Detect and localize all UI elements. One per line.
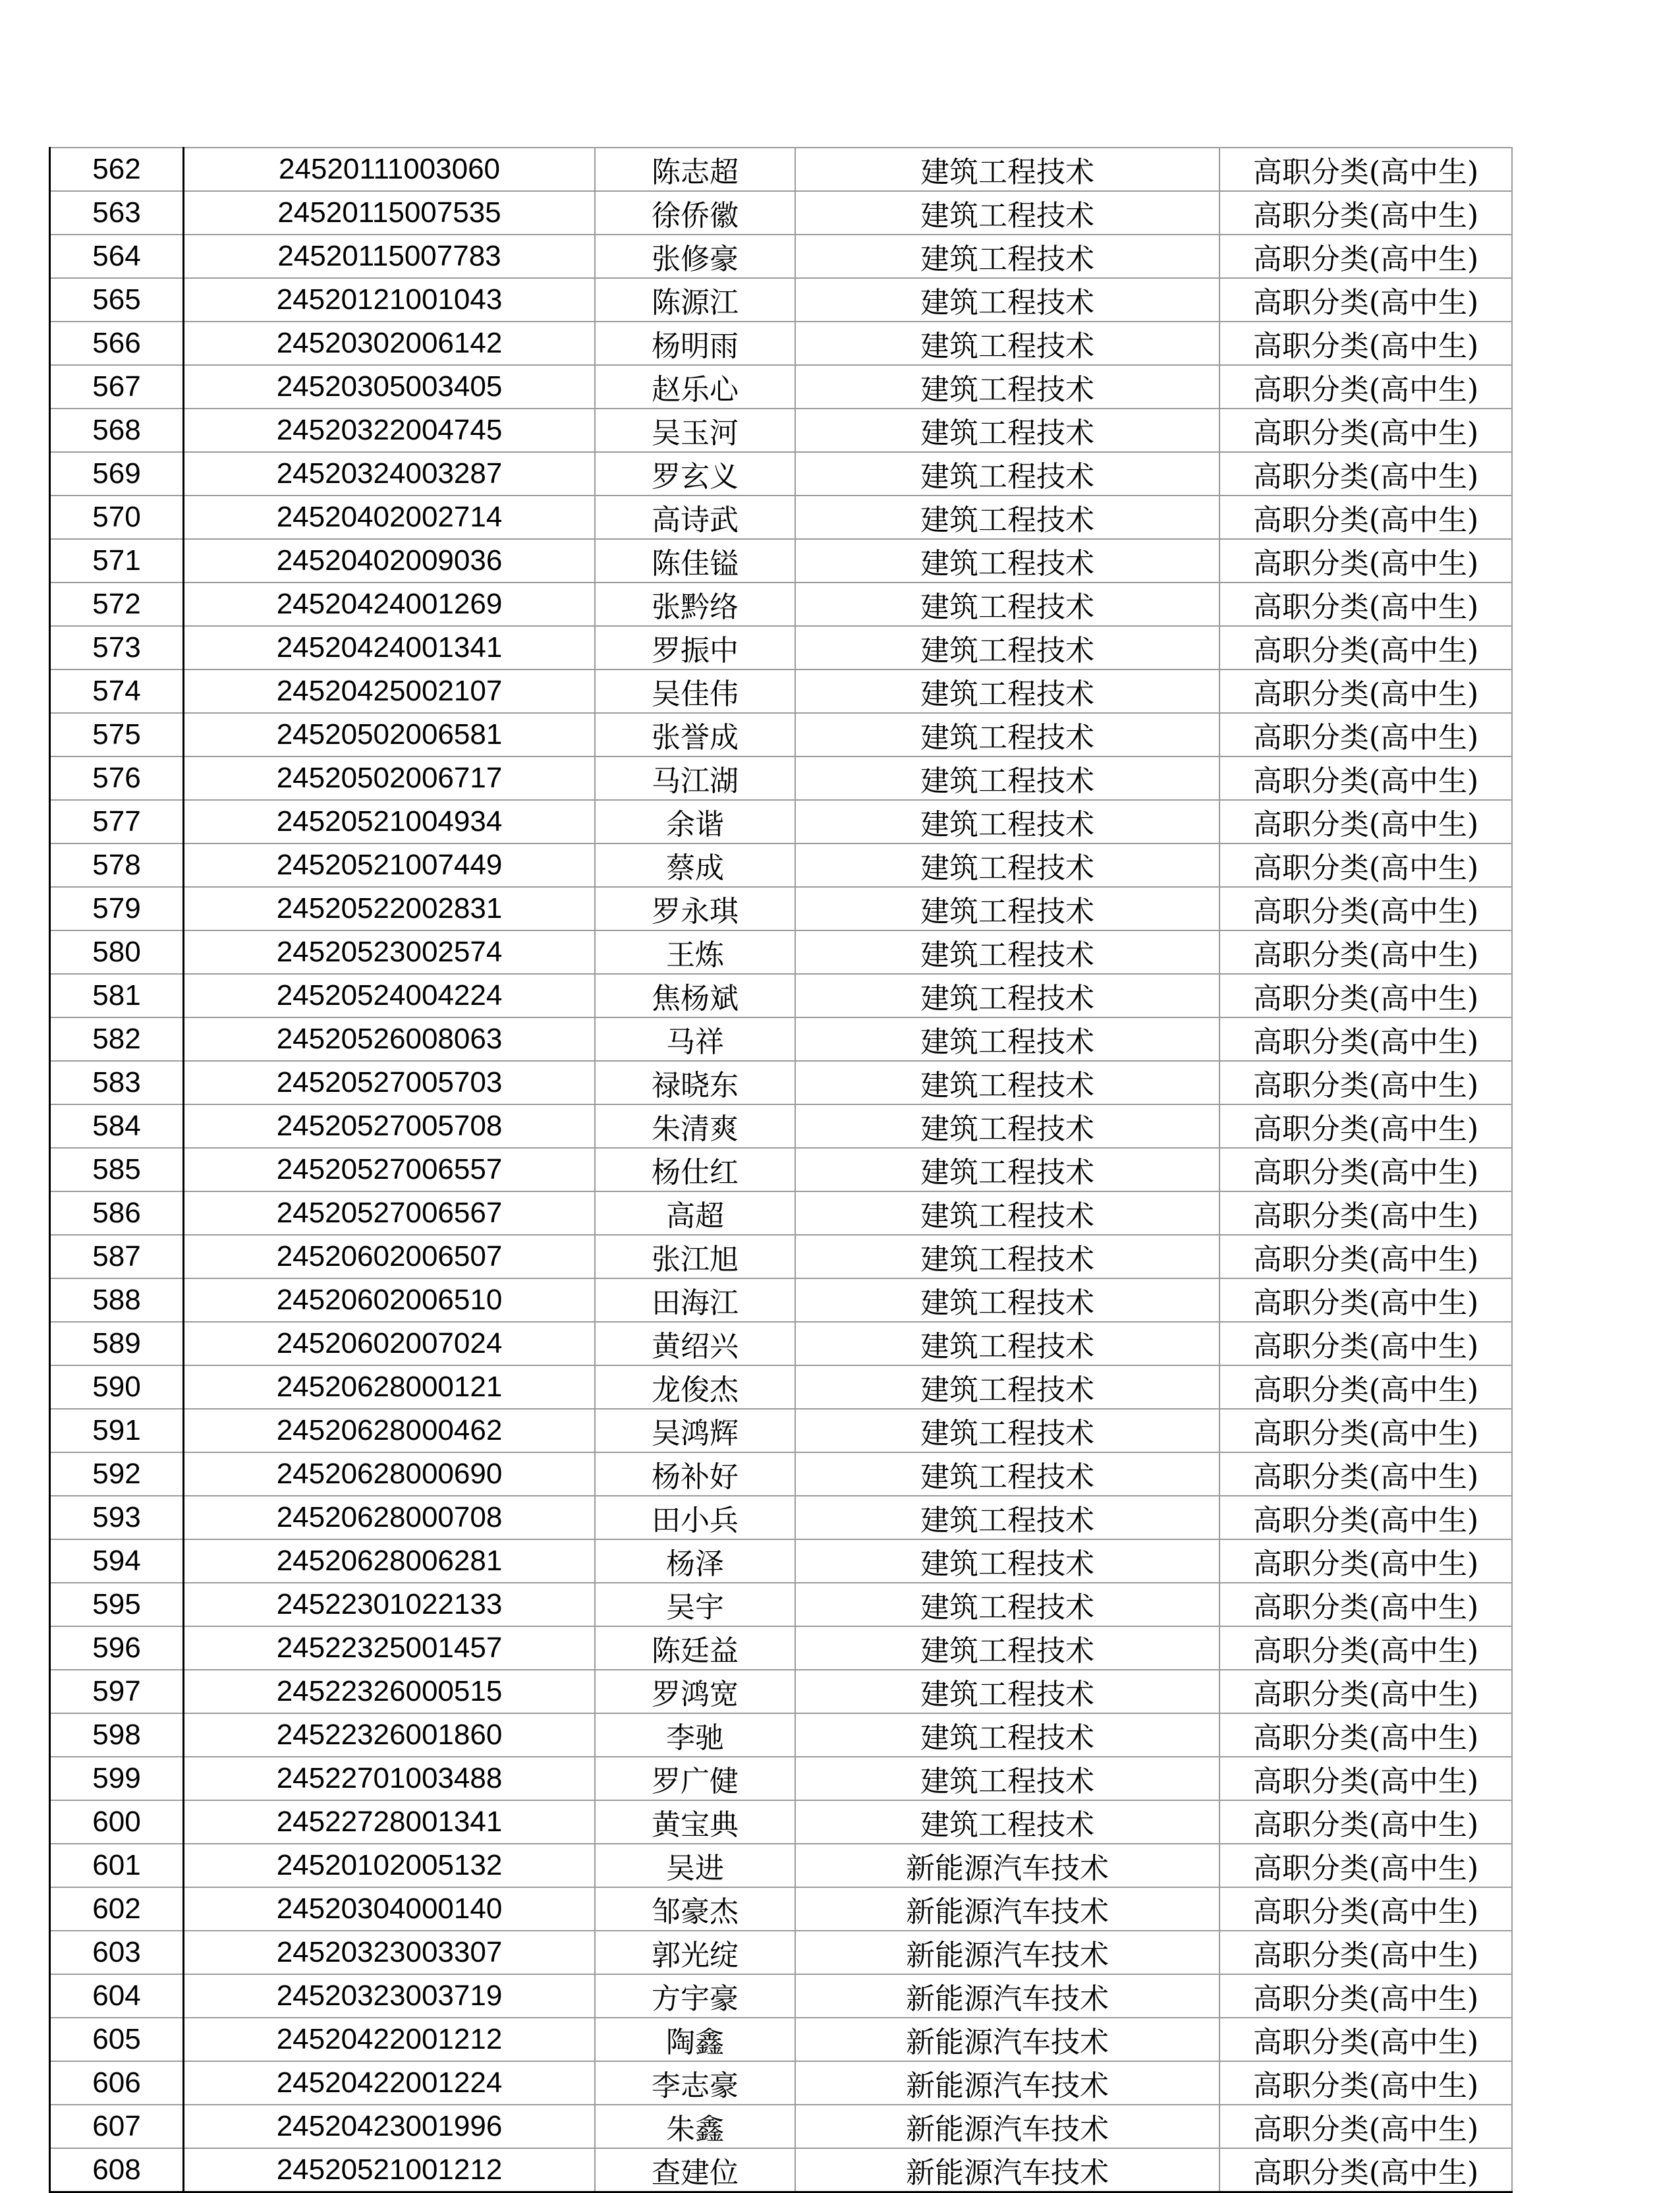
candidate-id-cell: 24520111003060 (184, 148, 596, 191)
table-row (50, 1061, 1513, 1104)
major-cell: 新能源汽车技术 (795, 2105, 1219, 2148)
student-name-cell: 徐侨徽 (595, 191, 795, 235)
major-cell: 建筑工程技术 (795, 1235, 1219, 1278)
admission-category-cell: 高职分类(高中生) (1219, 1887, 1512, 1931)
student-name-cell: 罗鸿宽 (595, 1670, 795, 1713)
admission-category-cell: 高职分类(高中生) (1219, 452, 1512, 496)
student-name-cell: 黄宝典 (595, 1800, 795, 1844)
row-number-cell: 582 (50, 1017, 184, 1061)
candidate-id-cell: 24520115007783 (184, 235, 596, 278)
table-row (50, 1670, 1513, 1713)
row-number-cell: 575 (50, 713, 184, 756)
major-cell: 建筑工程技术 (795, 843, 1219, 887)
major-cell: 建筑工程技术 (795, 583, 1219, 626)
major-cell: 建筑工程技术 (795, 1496, 1219, 1539)
row-number-cell: 567 (50, 365, 184, 409)
row-number-cell: 603 (50, 1931, 184, 1974)
major-cell: 建筑工程技术 (795, 1583, 1219, 1626)
admission-category-cell: 高职分类(高中生) (1219, 1583, 1512, 1626)
student-name-cell: 罗永琪 (595, 887, 795, 930)
admission-category-cell: 高职分类(高中生) (1219, 843, 1512, 887)
table-row (50, 148, 1513, 191)
table-row (50, 1452, 1513, 1496)
candidate-id-cell: 24522728001341 (184, 1800, 596, 1844)
table-row (50, 496, 1513, 539)
table-row (50, 583, 1513, 626)
candidate-id-cell: 24520424001269 (184, 583, 596, 626)
student-name-cell: 杨补好 (595, 1452, 795, 1496)
student-name-cell: 李驰 (595, 1713, 795, 1757)
major-cell: 建筑工程技术 (795, 322, 1219, 365)
row-number-cell: 572 (50, 583, 184, 626)
major-cell: 建筑工程技术 (795, 1017, 1219, 1061)
candidate-id-cell: 24520527006557 (184, 1148, 596, 1191)
major-cell: 建筑工程技术 (795, 887, 1219, 930)
admission-category-cell: 高职分类(高中生) (1219, 1800, 1512, 1844)
candidate-id-cell: 24520402009036 (184, 539, 596, 583)
major-cell: 新能源汽车技术 (795, 1887, 1219, 1931)
row-number-cell: 564 (50, 235, 184, 278)
table-row (50, 1409, 1513, 1452)
admission-category-cell: 高职分类(高中生) (1219, 669, 1512, 713)
table-row (50, 1713, 1513, 1757)
admission-category-cell: 高职分类(高中生) (1219, 1278, 1512, 1322)
major-cell: 建筑工程技术 (795, 1409, 1219, 1452)
row-number-cell: 563 (50, 191, 184, 235)
row-number-cell: 605 (50, 2018, 184, 2061)
candidate-id-cell: 24520102005132 (184, 1844, 596, 1887)
table-row (50, 1757, 1513, 1800)
row-number-cell: 585 (50, 1148, 184, 1191)
row-number-cell: 599 (50, 1757, 184, 1800)
student-name-cell: 吴鸿辉 (595, 1409, 795, 1452)
table-row (50, 235, 1513, 278)
student-name-cell: 邹豪杰 (595, 1887, 795, 1931)
major-cell: 建筑工程技术 (795, 1148, 1219, 1191)
candidate-id-cell: 24520602006510 (184, 1278, 596, 1322)
candidate-id-cell: 24520302006142 (184, 322, 596, 365)
student-name-cell: 马祥 (595, 1017, 795, 1061)
row-number-cell: 607 (50, 2105, 184, 2148)
table-row (50, 713, 1513, 756)
major-cell: 建筑工程技术 (795, 409, 1219, 452)
admission-category-cell: 高职分类(高中生) (1219, 583, 1512, 626)
row-number-cell: 600 (50, 1800, 184, 1844)
table-row (50, 1322, 1513, 1365)
student-name-cell: 郭光绽 (595, 1931, 795, 1974)
admission-category-cell: 高职分类(高中生) (1219, 1365, 1512, 1409)
student-name-cell: 朱清爽 (595, 1104, 795, 1148)
student-name-cell: 黄绍兴 (595, 1322, 795, 1365)
student-name-cell: 陶鑫 (595, 2018, 795, 2061)
table-row (50, 365, 1513, 409)
major-cell: 建筑工程技术 (795, 1800, 1219, 1844)
table-row (50, 756, 1513, 800)
student-name-cell: 赵乐心 (595, 365, 795, 409)
admission-category-cell: 高职分类(高中生) (1219, 800, 1512, 843)
admission-category-cell: 高职分类(高中生) (1219, 191, 1512, 235)
admission-category-cell: 高职分类(高中生) (1219, 278, 1512, 322)
major-cell: 建筑工程技术 (795, 1452, 1219, 1496)
candidate-id-cell: 24520602006507 (184, 1235, 596, 1278)
row-number-cell: 591 (50, 1409, 184, 1452)
row-number-cell: 577 (50, 800, 184, 843)
admission-category-cell: 高职分类(高中生) (1219, 1322, 1512, 1365)
student-name-cell: 吴佳伟 (595, 669, 795, 713)
student-name-cell: 吴玉河 (595, 409, 795, 452)
row-number-cell: 583 (50, 1061, 184, 1104)
row-number-cell: 562 (50, 148, 184, 191)
admission-category-cell: 高职分类(高中生) (1219, 1409, 1512, 1452)
student-name-cell: 杨泽 (595, 1539, 795, 1583)
admission-category-cell: 高职分类(高中生) (1219, 1974, 1512, 2018)
table-row (50, 1496, 1513, 1539)
candidate-id-cell: 24520304000140 (184, 1887, 596, 1931)
major-cell: 建筑工程技术 (795, 1322, 1219, 1365)
admission-category-cell: 高职分类(高中生) (1219, 539, 1512, 583)
admission-category-cell: 高职分类(高中生) (1219, 2018, 1512, 2061)
table-row (50, 409, 1513, 452)
candidate-id-cell: 24520422001212 (184, 2018, 596, 2061)
table-row (50, 1583, 1513, 1626)
major-cell: 建筑工程技术 (795, 496, 1219, 539)
admission-category-cell: 高职分类(高中生) (1219, 1496, 1512, 1539)
row-number-cell: 588 (50, 1278, 184, 1322)
row-number-cell: 571 (50, 539, 184, 583)
major-cell: 建筑工程技术 (795, 365, 1219, 409)
table-body (50, 148, 1513, 2192)
table-row (50, 278, 1513, 322)
student-name-cell: 张誉成 (595, 713, 795, 756)
table-row (50, 1148, 1513, 1191)
student-name-cell: 蔡成 (595, 843, 795, 887)
admission-category-cell: 高职分类(高中生) (1219, 322, 1512, 365)
row-number-cell: 590 (50, 1365, 184, 1409)
row-number-cell: 602 (50, 1887, 184, 1931)
row-number-cell: 584 (50, 1104, 184, 1148)
table-row (50, 974, 1513, 1017)
table-row (50, 191, 1513, 235)
admission-category-cell: 高职分类(高中生) (1219, 1626, 1512, 1670)
admission-category-cell: 高职分类(高中生) (1219, 365, 1512, 409)
table-row (50, 1539, 1513, 1583)
major-cell: 新能源汽车技术 (795, 1931, 1219, 1974)
table-row (50, 1844, 1513, 1887)
major-cell: 建筑工程技术 (795, 1670, 1219, 1713)
table-row (50, 800, 1513, 843)
major-cell: 建筑工程技术 (795, 452, 1219, 496)
admission-category-cell: 高职分类(高中生) (1219, 1844, 1512, 1887)
major-cell: 建筑工程技术 (795, 278, 1219, 322)
candidate-id-cell: 24520502006717 (184, 756, 596, 800)
major-cell: 建筑工程技术 (795, 1191, 1219, 1235)
candidate-id-cell: 24520524004224 (184, 974, 596, 1017)
major-cell: 新能源汽车技术 (795, 1844, 1219, 1887)
major-cell: 建筑工程技术 (795, 800, 1219, 843)
major-cell: 建筑工程技术 (795, 1757, 1219, 1800)
major-cell: 新能源汽车技术 (795, 1974, 1219, 2018)
candidate-id-cell: 24520526008063 (184, 1017, 596, 1061)
table-row (50, 1887, 1513, 1931)
admission-category-cell: 高职分类(高中生) (1219, 1235, 1512, 1278)
row-number-cell: 565 (50, 278, 184, 322)
table-row (50, 322, 1513, 365)
candidate-id-cell: 24522326000515 (184, 1670, 596, 1713)
row-number-cell: 597 (50, 1670, 184, 1713)
student-name-cell: 禄晓东 (595, 1061, 795, 1104)
major-cell: 建筑工程技术 (795, 974, 1219, 1017)
candidate-id-cell: 24520527006567 (184, 1191, 596, 1235)
candidate-id-cell: 24520121001043 (184, 278, 596, 322)
admission-list-table (49, 147, 1513, 2193)
candidate-id-cell: 24522701003488 (184, 1757, 596, 1800)
major-cell: 建筑工程技术 (795, 1713, 1219, 1757)
admission-category-cell: 高职分类(高中生) (1219, 1539, 1512, 1583)
row-number-cell: 598 (50, 1713, 184, 1757)
student-name-cell: 高超 (595, 1191, 795, 1235)
candidate-id-cell: 24522326001860 (184, 1713, 596, 1757)
student-name-cell: 龙俊杰 (595, 1365, 795, 1409)
candidate-id-cell: 24520115007535 (184, 191, 596, 235)
candidate-id-cell: 24520527005708 (184, 1104, 596, 1148)
table-row (50, 452, 1513, 496)
admission-category-cell: 高职分类(高中生) (1219, 2148, 1512, 2192)
admission-category-cell: 高职分类(高中生) (1219, 1713, 1512, 1757)
candidate-id-cell: 24520502006581 (184, 713, 596, 756)
student-name-cell: 陈廷益 (595, 1626, 795, 1670)
table-row (50, 930, 1513, 974)
candidate-id-cell: 24520523002574 (184, 930, 596, 974)
row-number-cell: 566 (50, 322, 184, 365)
admission-category-cell: 高职分类(高中生) (1219, 1191, 1512, 1235)
row-number-cell: 595 (50, 1583, 184, 1626)
student-name-cell: 张江旭 (595, 1235, 795, 1278)
candidate-id-cell: 24520422001224 (184, 2061, 596, 2105)
admission-category-cell: 高职分类(高中生) (1219, 148, 1512, 191)
candidate-id-cell: 24520521004934 (184, 800, 596, 843)
candidate-id-cell: 24520305003405 (184, 365, 596, 409)
student-name-cell: 杨仕红 (595, 1148, 795, 1191)
row-number-cell: 589 (50, 1322, 184, 1365)
major-cell: 建筑工程技术 (795, 930, 1219, 974)
admission-category-cell: 高职分类(高中生) (1219, 930, 1512, 974)
admission-category-cell: 高职分类(高中生) (1219, 1017, 1512, 1061)
student-name-cell: 田海江 (595, 1278, 795, 1322)
major-cell: 建筑工程技术 (795, 148, 1219, 191)
admission-category-cell: 高职分类(高中生) (1219, 713, 1512, 756)
table-row (50, 1974, 1513, 2018)
major-cell: 新能源汽车技术 (795, 2148, 1219, 2192)
major-cell: 建筑工程技术 (795, 539, 1219, 583)
major-cell: 新能源汽车技术 (795, 2061, 1219, 2105)
major-cell: 建筑工程技术 (795, 669, 1219, 713)
candidate-id-cell: 24520521001212 (184, 2148, 596, 2192)
major-cell: 建筑工程技术 (795, 756, 1219, 800)
student-name-cell: 朱鑫 (595, 2105, 795, 2148)
admission-category-cell: 高职分类(高中生) (1219, 1670, 1512, 1713)
major-cell: 建筑工程技术 (795, 1061, 1219, 1104)
table-row (50, 1365, 1513, 1409)
table-row (50, 2105, 1513, 2148)
row-number-cell: 579 (50, 887, 184, 930)
student-name-cell: 焦杨斌 (595, 974, 795, 1017)
admission-category-cell: 高职分类(高中生) (1219, 1061, 1512, 1104)
student-name-cell: 田小兵 (595, 1496, 795, 1539)
candidate-id-cell: 24520424001341 (184, 626, 596, 669)
table-row (50, 669, 1513, 713)
candidate-id-cell: 24520323003719 (184, 1974, 596, 2018)
student-name-cell: 张黔络 (595, 583, 795, 626)
admission-category-cell: 高职分类(高中生) (1219, 235, 1512, 278)
row-number-cell: 569 (50, 452, 184, 496)
row-number-cell: 596 (50, 1626, 184, 1670)
table-row (50, 1191, 1513, 1235)
table-row (50, 1278, 1513, 1322)
table-row (50, 1104, 1513, 1148)
major-cell: 建筑工程技术 (795, 1626, 1219, 1670)
student-name-cell: 张修豪 (595, 235, 795, 278)
row-number-cell: 573 (50, 626, 184, 669)
student-name-cell: 陈源江 (595, 278, 795, 322)
major-cell: 建筑工程技术 (795, 1278, 1219, 1322)
row-number-cell: 604 (50, 1974, 184, 2018)
table-row (50, 2061, 1513, 2105)
admission-category-cell: 高职分类(高中生) (1219, 1757, 1512, 1800)
admission-category-cell: 高职分类(高中生) (1219, 626, 1512, 669)
row-number-cell: 586 (50, 1191, 184, 1235)
candidate-id-cell: 24520628000690 (184, 1452, 596, 1496)
student-name-cell: 吴进 (595, 1844, 795, 1887)
row-number-cell: 580 (50, 930, 184, 974)
major-cell: 建筑工程技术 (795, 713, 1219, 756)
admission-category-cell: 高职分类(高中生) (1219, 1148, 1512, 1191)
student-name-cell: 查建位 (595, 2148, 795, 2192)
major-cell: 建筑工程技术 (795, 626, 1219, 669)
candidate-id-cell: 24520522002831 (184, 887, 596, 930)
student-name-cell: 马江湖 (595, 756, 795, 800)
candidate-id-cell: 24520323003307 (184, 1931, 596, 1974)
admission-category-cell: 高职分类(高中生) (1219, 1452, 1512, 1496)
row-number-cell: 593 (50, 1496, 184, 1539)
major-cell: 建筑工程技术 (795, 1104, 1219, 1148)
candidate-id-cell: 24520527005703 (184, 1061, 596, 1104)
student-name-cell: 吴宇 (595, 1583, 795, 1626)
table-row (50, 626, 1513, 669)
admission-category-cell: 高职分类(高中生) (1219, 1104, 1512, 1148)
student-name-cell: 方宇豪 (595, 1974, 795, 2018)
candidate-id-cell: 24520602007024 (184, 1322, 596, 1365)
student-name-cell: 余谐 (595, 800, 795, 843)
admission-category-cell: 高职分类(高中生) (1219, 2061, 1512, 2105)
admission-category-cell: 高职分类(高中生) (1219, 974, 1512, 1017)
table-row (50, 1626, 1513, 1670)
admission-category-cell: 高职分类(高中生) (1219, 409, 1512, 452)
row-number-cell: 574 (50, 669, 184, 713)
major-cell: 建筑工程技术 (795, 1539, 1219, 1583)
row-number-cell: 592 (50, 1452, 184, 1496)
row-number-cell: 606 (50, 2061, 184, 2105)
row-number-cell: 568 (50, 409, 184, 452)
candidate-id-cell: 24520425002107 (184, 669, 596, 713)
table-row (50, 1017, 1513, 1061)
admission-category-cell: 高职分类(高中生) (1219, 496, 1512, 539)
student-name-cell: 李志豪 (595, 2061, 795, 2105)
candidate-id-cell: 24520322004745 (184, 409, 596, 452)
candidate-id-cell: 24520402002714 (184, 496, 596, 539)
table-row (50, 1235, 1513, 1278)
candidate-id-cell: 24522301022133 (184, 1583, 596, 1626)
table-row (50, 843, 1513, 887)
table-row (50, 887, 1513, 930)
admission-category-cell: 高职分类(高中生) (1219, 2105, 1512, 2148)
student-name-cell: 陈佳镒 (595, 539, 795, 583)
candidate-id-cell: 24520521007449 (184, 843, 596, 887)
row-number-cell: 581 (50, 974, 184, 1017)
candidate-id-cell: 24520628000708 (184, 1496, 596, 1539)
table-row (50, 2148, 1513, 2192)
student-name-cell: 王炼 (595, 930, 795, 974)
candidate-id-cell: 24520628000462 (184, 1409, 596, 1452)
student-name-cell: 高诗武 (595, 496, 795, 539)
table-row (50, 2018, 1513, 2061)
student-name-cell: 罗广健 (595, 1757, 795, 1800)
major-cell: 建筑工程技术 (795, 235, 1219, 278)
admission-category-cell: 高职分类(高中生) (1219, 1931, 1512, 1974)
candidate-id-cell: 24520324003287 (184, 452, 596, 496)
row-number-cell: 576 (50, 756, 184, 800)
row-number-cell: 601 (50, 1844, 184, 1887)
row-number-cell: 608 (50, 2148, 184, 2192)
row-number-cell: 570 (50, 496, 184, 539)
candidate-id-cell: 24520628006281 (184, 1539, 596, 1583)
major-cell: 建筑工程技术 (795, 191, 1219, 235)
candidate-id-cell: 24520423001996 (184, 2105, 596, 2148)
student-name-cell: 陈志超 (595, 148, 795, 191)
row-number-cell: 578 (50, 843, 184, 887)
admission-category-cell: 高职分类(高中生) (1219, 887, 1512, 930)
major-cell: 新能源汽车技术 (795, 2018, 1219, 2061)
candidate-id-cell: 24522325001457 (184, 1626, 596, 1670)
student-name-cell: 罗振中 (595, 626, 795, 669)
major-cell: 建筑工程技术 (795, 1365, 1219, 1409)
table-row (50, 1800, 1513, 1844)
candidate-id-cell: 24520628000121 (184, 1365, 596, 1409)
row-number-cell: 594 (50, 1539, 184, 1583)
table-row (50, 539, 1513, 583)
admission-category-cell: 高职分类(高中生) (1219, 756, 1512, 800)
student-name-cell: 罗玄义 (595, 452, 795, 496)
row-number-cell: 587 (50, 1235, 184, 1278)
student-name-cell: 杨明雨 (595, 322, 795, 365)
table-row (50, 1931, 1513, 1974)
